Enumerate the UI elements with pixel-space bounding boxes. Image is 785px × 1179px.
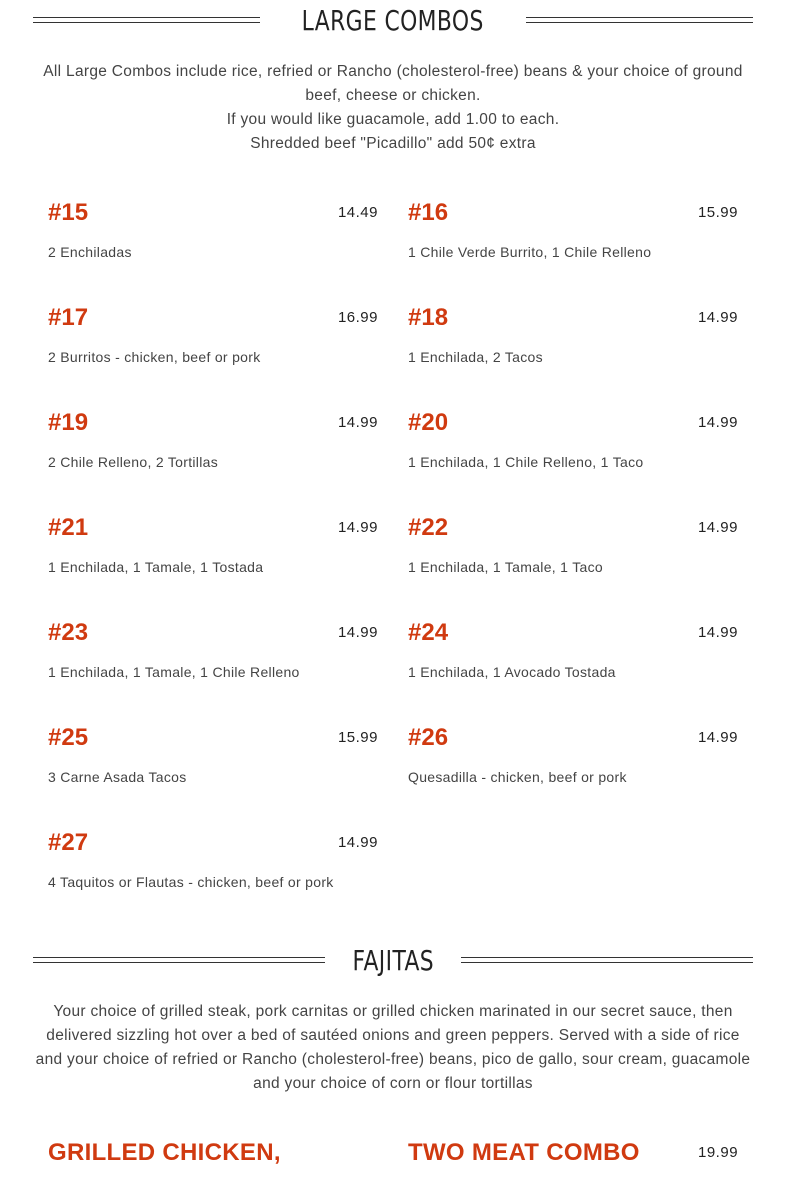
item-number: #27 [48,829,89,856]
item-price: 19.99 [698,1144,739,1161]
item-description: 1 Enchilada, 1 Avocado Tostada [408,664,616,680]
item-number: #23 [48,619,89,646]
menu-item-16 [408,198,738,288]
item-price: 14.99 [337,834,378,851]
item-description: 3 Carne Asada Tacos [48,769,187,785]
item-description: Quesadilla - chicken, beef or pork [408,769,627,785]
item-price: 14.99 [697,414,738,431]
item-price: 16.99 [337,309,378,326]
item-number: #26 [408,724,449,751]
divider-left [33,17,260,23]
item-number: #22 [408,514,449,541]
menu-item-21 [48,513,378,603]
item-number: #16 [408,199,449,226]
item-price: 14.99 [697,729,738,746]
fajita-item-grilled-chicken: GRILLED CHICKEN, [48,1139,281,1166]
menu-item-23 [48,618,378,708]
fajitas-intro [33,1000,753,1096]
menu-item-24 [408,618,738,708]
item-price: 14.99 [337,414,378,431]
item-number: #25 [48,724,89,751]
menu-item-18 [408,303,738,393]
item-description: 2 Burritos - chicken, beef or pork [48,349,261,365]
item-price: 14.99 [337,624,378,641]
item-number: #21 [48,514,89,541]
item-price: 14.49 [337,204,378,221]
fajita-item-two-meat-combo: TWO MEAT COMBO [408,1139,640,1166]
menu-item-25 [48,723,378,813]
divider-left [33,957,325,963]
section-title-fajitas: FAJITAS [352,943,434,977]
item-description: 1 Enchilada, 1 Tamale, 1 Chile Relleno [48,664,300,680]
menu-item-17 [48,303,378,393]
item-description: 1 Enchilada, 1 Chile Relleno, 1 Taco [408,454,644,470]
item-number: #20 [408,409,449,436]
item-description: 1 Enchilada, 1 Tamale, 1 Tostada [48,559,264,575]
divider-right [526,17,753,23]
menu-item-20 [408,408,738,498]
item-description: 2 Chile Relleno, 2 Tortillas [48,454,219,470]
large-combos-header [33,0,753,40]
item-price: 15.99 [697,204,738,221]
menu-item-26 [408,723,738,813]
menu-item-27 [48,828,378,918]
large-combos-intro [33,60,753,156]
item-description: 1 Enchilada, 1 Tamale, 1 Taco [408,559,603,575]
intro-line: Shredded beef "Picadillo" add 50¢ extra [250,135,536,152]
item-number: #15 [48,199,89,226]
item-description: 1 Enchilada, 2 Tacos [408,349,543,365]
fajitas-header [33,940,753,980]
item-number: #24 [408,619,449,646]
item-price: 14.99 [337,519,378,536]
item-description: 2 Enchiladas [48,244,132,260]
item-number: #18 [408,304,449,331]
item-number: #17 [48,304,89,331]
intro-line: All Large Combos include rice, refried or Rancho (cholesterol-free) beans & your choice of ground beef, cheese or chicken. [43,63,743,104]
item-price: 14.99 [697,624,738,641]
item-description: 1 Chile Verde Burrito, 1 Chile Relleno [408,244,652,260]
item-description: 4 Taquitos or Flautas - chicken, beef or pork [48,874,334,890]
intro-text: Your choice of grilled steak, pork carnitas or grilled chicken marinated in our secret sauce, then delivered sizzling hot over a bed of sautéed onions and green peppers. Served with a side of rice and your choice of refried or Rancho (cholesterol-free) beans, pico de gallo, sour cream, guacamole and your choice of corn or flour tortillas [35,1003,751,1092]
item-price: 14.99 [697,519,738,536]
section-title-large-combos: LARGE COMBOS [301,3,485,37]
item-number: #19 [48,409,89,436]
intro-line: If you would like guacamole, add 1.00 to each. [226,111,560,128]
menu-item-19 [48,408,378,498]
menu-item-15 [48,198,378,288]
item-price: 14.99 [697,309,738,326]
menu-item-22 [408,513,738,603]
item-price: 15.99 [337,729,378,746]
divider-right [461,957,753,963]
